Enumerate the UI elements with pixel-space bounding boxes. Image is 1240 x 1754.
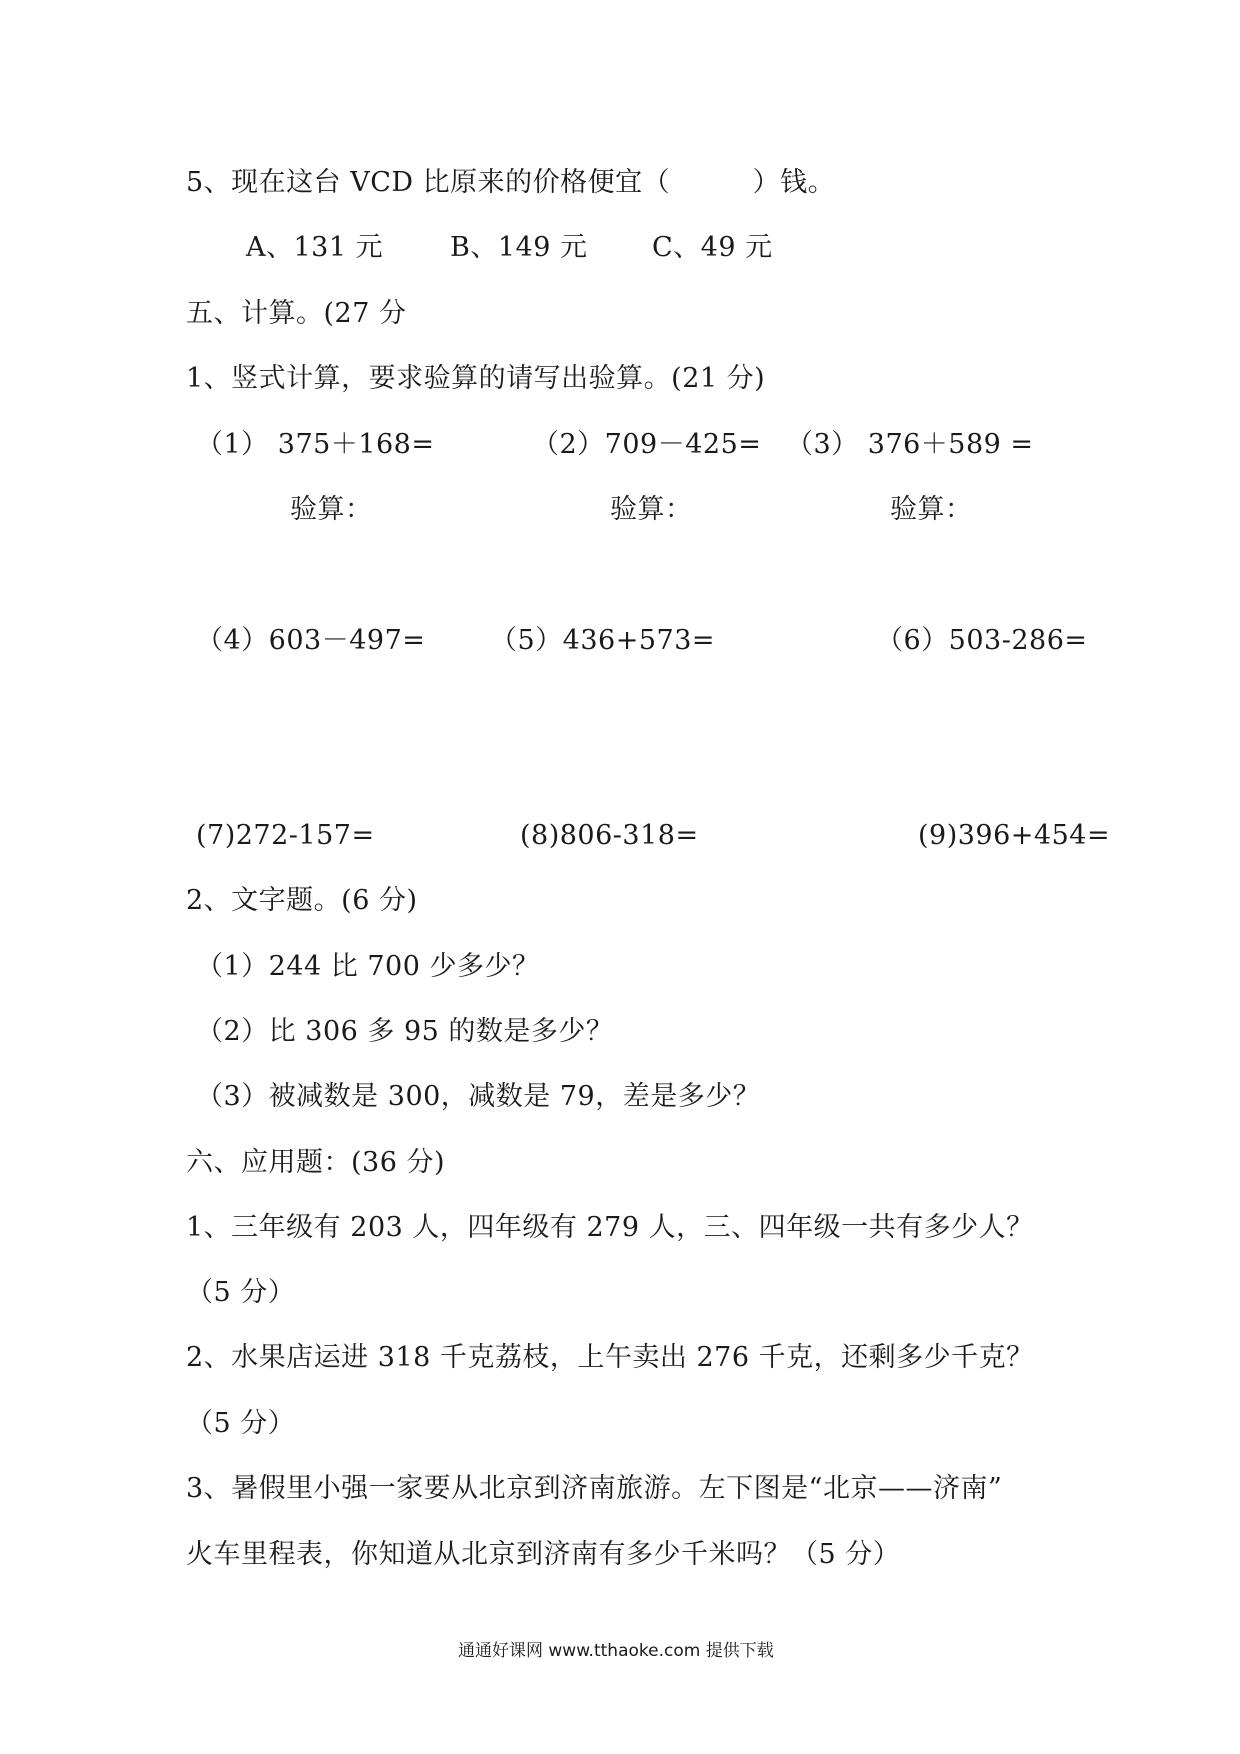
calc-problem-6: （6）503-286= [876,625,1088,656]
q5-option-c: C、49 元 [652,232,773,263]
calc-problem-9: (9)396+454= [918,820,1111,851]
calc-problem-5: （5）436+573= [490,625,715,656]
calc-problem-3: （3） 376＋589 = [786,429,1034,460]
footer-credit: 通通好课网 www.tthaoke.com 提供下载 [458,1641,774,1661]
section5-part2-title: 2、文字题。(6 分) [186,885,418,916]
app-q3-line2: 火车里程表，你知道从北京到济南有多少千米吗？（5 分） [186,1539,901,1570]
section5-part1-title: 1、竖式计算，要求验算的请写出验算。(21 分) [186,363,766,394]
app-q2-line2: （5 分） [186,1408,296,1439]
calc-problem-4: （4）603－497= [196,625,426,656]
check-label-3: 验算： [890,494,973,525]
calc-problem-2: （2）709－425= [532,429,762,460]
section5-title: 五、计算。(27 分 [186,298,407,329]
check-label-1: 验算： [290,494,373,525]
app-q2-line1: 2、水果店运进 318 千克荔枝，上午卖出 276 千克，还剩多少千克？ [186,1342,1034,1373]
app-q1-line2: （5 分） [186,1277,296,1308]
q5-option-b: B、149 元 [450,232,588,263]
q5-option-a: A、131 元 [246,232,384,263]
app-q3-line1: 3、暑假里小强一家要从北京到济南旅游。左下图是“北京——济南” [186,1473,1003,1504]
calc-problem-1: （1） 375＋168= [196,429,435,460]
q5-stem: 5、现在这台 VCD 比原来的价格便宜（ ）钱。 [186,167,836,198]
calc-problem-7: (7)272-157= [196,820,375,851]
word-problem-3: （3）被减数是 300，减数是 79，差是多少？ [196,1081,761,1112]
calc-problem-8: (8)806-318= [520,820,699,851]
check-label-2: 验算： [610,494,693,525]
section6-title: 六、应用题：(36 分) [186,1147,446,1178]
app-q1-line1: 1、三年级有 203 人，四年级有 279 人，三、四年级一共有多少人？ [186,1212,1034,1243]
word-problem-2: （2）比 306 多 95 的数是多少？ [196,1016,614,1047]
word-problem-1: （1）244 比 700 少多少？ [196,951,540,982]
